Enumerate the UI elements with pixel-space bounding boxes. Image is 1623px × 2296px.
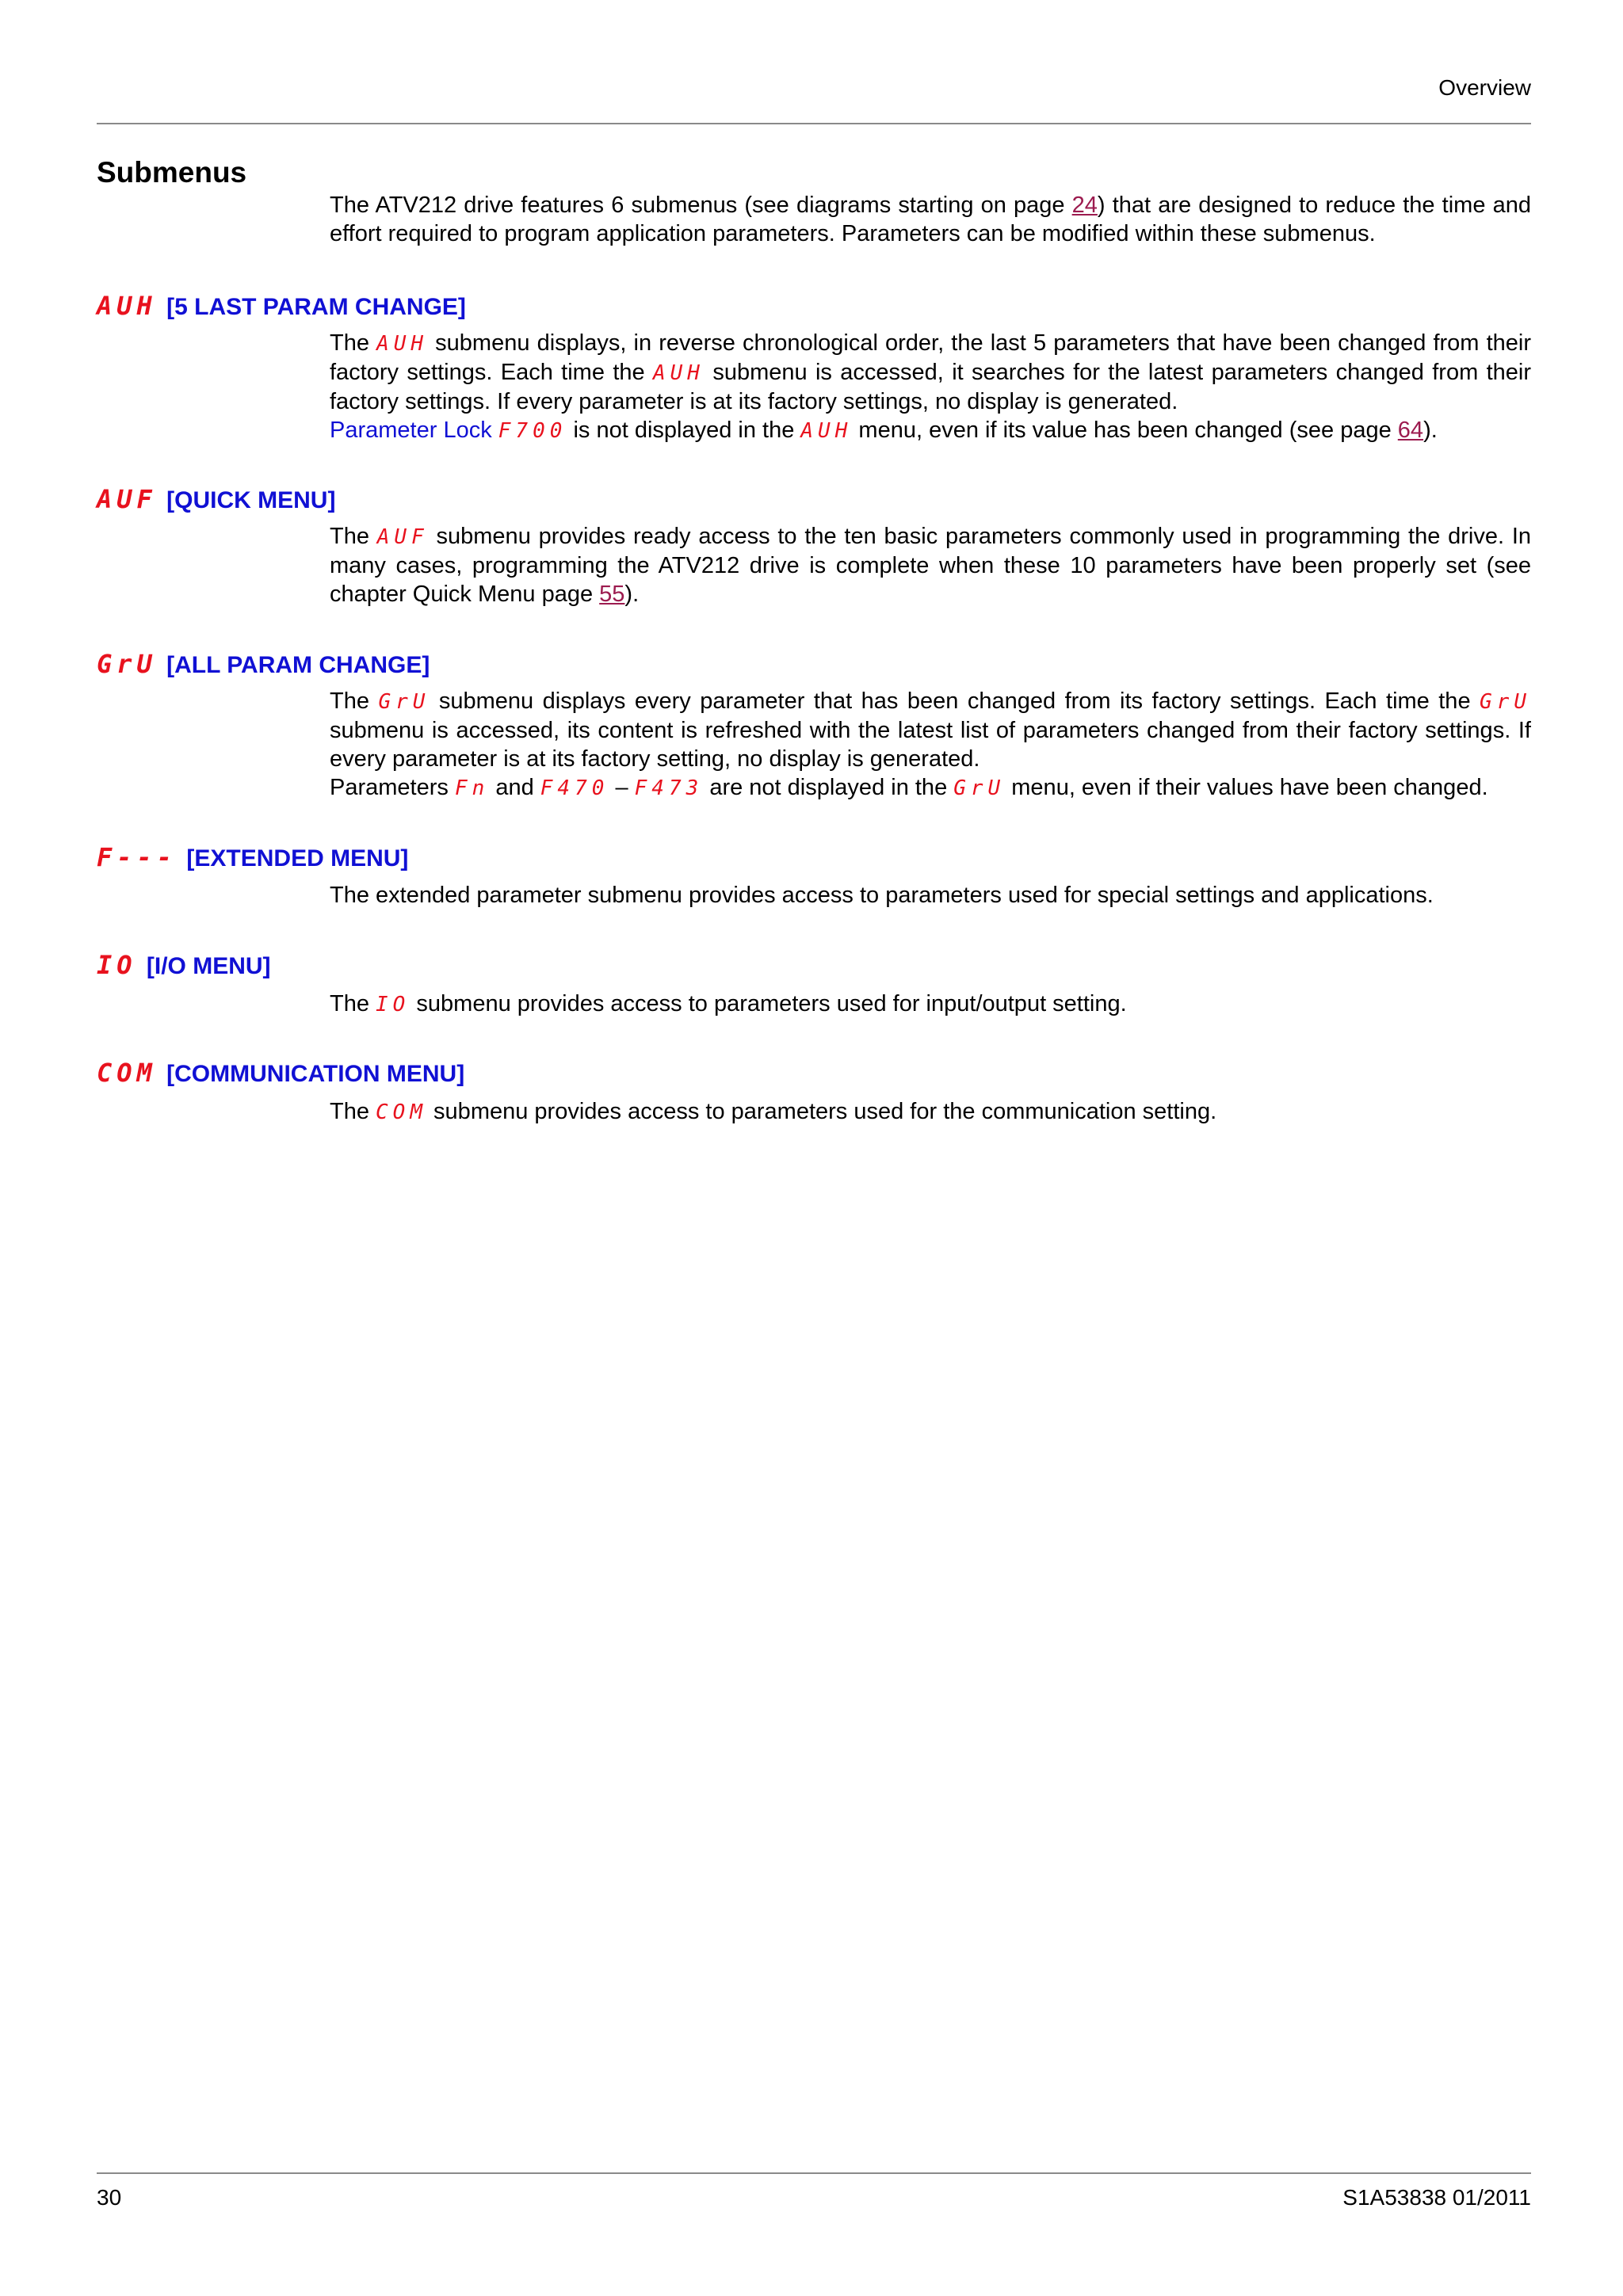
document-reference: S1A53838 01/2011 — [1342, 2185, 1531, 2210]
parameter-lock-link[interactable]: Parameter Lock — [330, 418, 492, 443]
section-label: [5 LAST PARAM CHANGE] — [166, 294, 466, 320]
param-code: IO — [97, 950, 137, 980]
text: submenu provides access to parameters used for input/output setting. — [410, 991, 1127, 1016]
text: menu, even if its value has been changed (see page — [852, 418, 1398, 443]
text: and — [489, 775, 540, 800]
param-code: GrU — [953, 776, 1006, 800]
param-code: AUH — [376, 332, 429, 356]
page-number: 30 — [97, 2185, 122, 2210]
text: Parameters — [330, 775, 455, 800]
footer-rule — [97, 2172, 1531, 2174]
page-link-64[interactable]: 64 — [1397, 418, 1424, 443]
text: submenu displays every parameter that has been changed from its factory settings. Each time the — [430, 688, 1480, 714]
param-code: F473 — [634, 776, 704, 800]
text: The — [330, 1099, 376, 1124]
param-code: F700 — [498, 419, 567, 443]
text: submenu provides ready access to the ten basic parameters commonly used in programming the drive. In many cases, programming the ATV212 drive is complete when these 10 parameters have been properly set (see chapter Quick Menu page — [330, 524, 1532, 607]
section-body-io — [330, 990, 1531, 1019]
text: submenu is accessed, it searches for the latest parameters changed from their factory settings. If every parameter is at its factory settings, no display is generated. — [330, 360, 1532, 414]
param-code: AUF — [97, 484, 157, 514]
section-heading-auh — [97, 292, 466, 322]
section-heading-com — [97, 1058, 464, 1089]
section-heading-io — [97, 951, 271, 981]
gru-paragraph-1 — [330, 687, 1531, 773]
intro-paragraph — [330, 191, 1531, 248]
auh-paragraph-2 — [330, 416, 1531, 445]
running-head: Overview — [1438, 75, 1531, 100]
section-heading-gru — [97, 650, 430, 680]
section-body-gru — [330, 687, 1531, 803]
text: The — [330, 330, 377, 356]
param-code: GrU — [97, 649, 157, 679]
section-label: [COMMUNICATION MENU] — [166, 1061, 465, 1087]
text: ). — [1423, 418, 1438, 443]
text: The extended parameter submenu provides access to parameters used for special settings and applications. — [330, 883, 1434, 908]
param-code: F--- — [97, 842, 178, 872]
section-heading-auf — [97, 485, 335, 515]
text: The — [330, 991, 376, 1016]
section-label: [EXTENDED MENU] — [186, 845, 409, 871]
text: menu, even if their values have been changed. — [1005, 775, 1488, 800]
param-code: AUH — [653, 361, 705, 385]
page-link-24[interactable]: 24 — [1071, 193, 1098, 218]
text: is not displayed in the — [567, 418, 801, 443]
section-body-auf — [330, 522, 1531, 608]
param-code: AUF — [376, 525, 429, 549]
page-link-55[interactable]: 55 — [599, 582, 625, 607]
section-label: [ALL PARAM CHANGE] — [166, 652, 430, 678]
page-title: Submenus — [97, 156, 247, 189]
intro-text-b: ) that are designed to reduce the time and effort required to program application parameters. Parameters can be modified within these submenus. — [330, 193, 1531, 246]
text: The — [330, 688, 379, 714]
auh-paragraph-1 — [330, 329, 1531, 416]
intro-text-a: The ATV212 drive features 6 submenus (see diagrams starting on page — [330, 193, 1072, 218]
section-body-extended — [330, 881, 1531, 910]
param-code: COM — [376, 1100, 427, 1124]
param-code: AUH — [800, 419, 853, 443]
text: The — [330, 524, 377, 549]
text: – — [609, 775, 635, 800]
param-code: COM — [97, 1058, 157, 1088]
param-code: GrU — [1480, 690, 1531, 714]
param-code: Fn — [454, 776, 490, 800]
param-code: GrU — [378, 690, 430, 714]
text: submenu displays, in reverse chronological order, the last 5 parameters that have been changed from their factory settings. Each time the — [330, 330, 1531, 385]
section-heading-extended — [97, 843, 408, 873]
gru-paragraph-2 — [330, 773, 1531, 803]
param-code: F470 — [540, 776, 609, 800]
text: submenu provides access to parameters used for the communication setting. — [427, 1099, 1217, 1124]
param-code: AUH — [97, 291, 157, 321]
text: are not displayed in the — [703, 775, 954, 800]
param-code: IO — [376, 993, 411, 1016]
section-body-com — [330, 1097, 1531, 1127]
section-label: [I/O MENU] — [146, 953, 271, 979]
text: submenu is accessed, its content is refreshed with the latest list of parameters changed from their factory settings. If every parameter is at its factory setting, no display is generated. — [330, 718, 1531, 772]
section-body-auh — [330, 329, 1531, 445]
section-label: [QUICK MENU] — [166, 487, 336, 513]
header-rule — [97, 123, 1531, 124]
text: ). — [624, 582, 640, 607]
